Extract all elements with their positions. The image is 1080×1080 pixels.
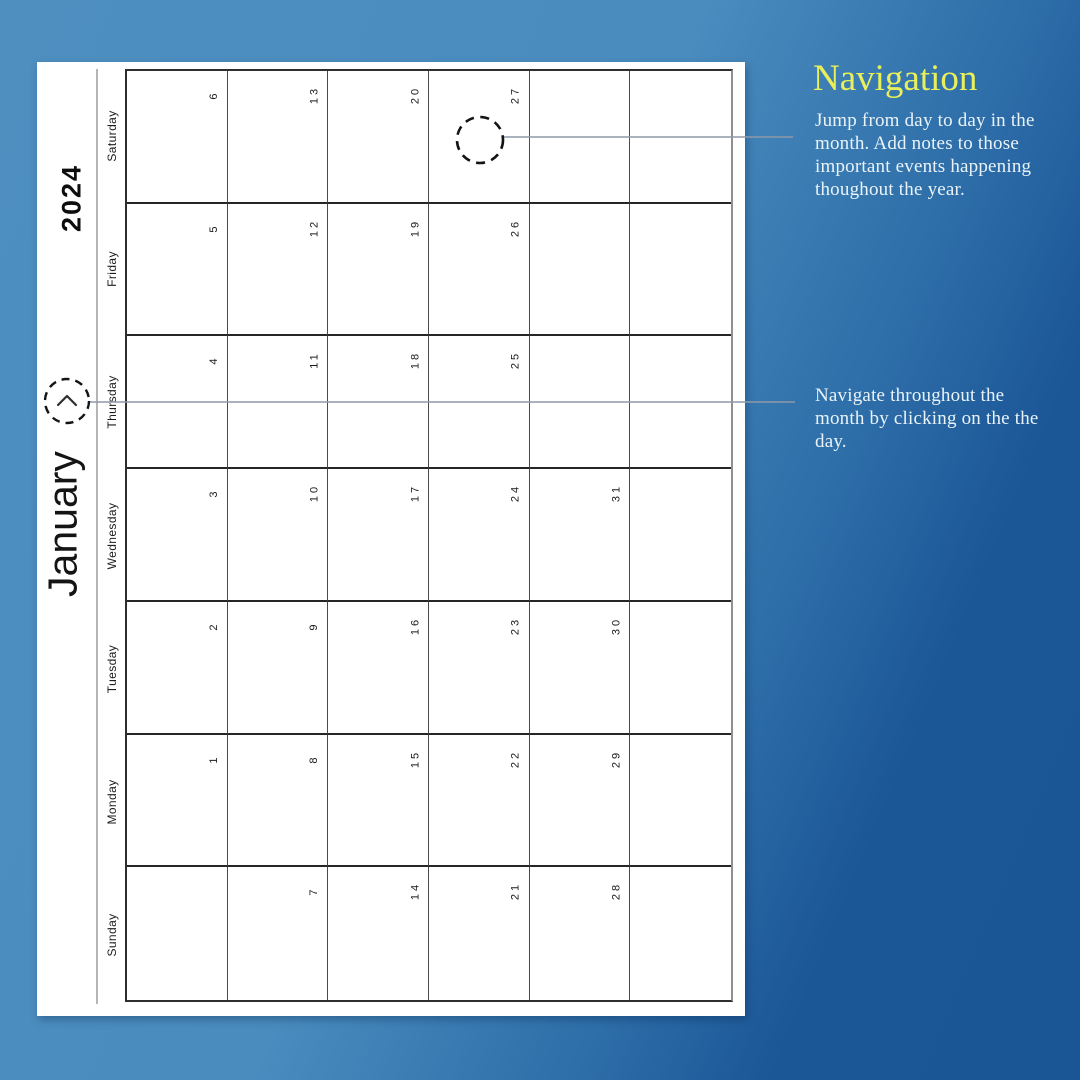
- annotation-note-month-nav: Navigate throughout the month by clicking on the the day.: [815, 385, 1039, 452]
- day-number: 24: [509, 484, 522, 503]
- calendar-cell[interactable]: [328, 735, 429, 868]
- day-number: 6: [207, 90, 220, 100]
- calendar-cell[interactable]: [429, 336, 530, 469]
- calendar-cell[interactable]: [127, 867, 228, 1000]
- calendar-cell[interactable]: [228, 867, 329, 1000]
- day-number: 3: [207, 488, 220, 498]
- calendar-grid: [125, 69, 733, 1002]
- day-number: 4: [207, 355, 220, 365]
- calendar-cell[interactable]: [228, 602, 329, 735]
- day-number: 11: [308, 351, 321, 370]
- day-number: 25: [509, 351, 522, 370]
- day-number: 14: [408, 882, 421, 901]
- day-number: 8: [308, 754, 321, 764]
- day-number: 17: [408, 484, 421, 503]
- day-number: 12: [308, 218, 321, 237]
- calendar-cell[interactable]: [630, 71, 731, 204]
- day-number: 27: [509, 85, 522, 105]
- day-number: 30: [610, 616, 623, 635]
- calendar-cell[interactable]: [328, 336, 429, 469]
- calendar-cell[interactable]: [127, 602, 228, 735]
- calendar-cell[interactable]: [630, 602, 731, 735]
- day-number: 16: [408, 616, 421, 635]
- day-of-week-label: Monday: [105, 779, 119, 825]
- annotation-heading: Navigation: [813, 58, 978, 99]
- day-number: 26: [509, 218, 522, 237]
- calendar-cell[interactable]: [429, 204, 530, 337]
- day-number: 5: [207, 223, 220, 233]
- calendar-cell[interactable]: [328, 602, 429, 735]
- calendar-sheet: [37, 62, 745, 1016]
- day-number: 20: [408, 85, 421, 105]
- day-of-week-label: Friday: [105, 251, 119, 287]
- calendar-cell[interactable]: [530, 735, 631, 868]
- day-of-week-label: Tuesday: [105, 644, 119, 693]
- day-number: 23: [509, 616, 522, 635]
- day-number: 29: [610, 749, 623, 768]
- calendar-cell[interactable]: [530, 867, 631, 1000]
- day-number: 9: [308, 621, 321, 631]
- calendar-cell[interactable]: [328, 867, 429, 1000]
- calendar-cell[interactable]: [530, 71, 631, 204]
- calendar-cell[interactable]: [630, 469, 731, 602]
- calendar-cell[interactable]: [328, 71, 429, 204]
- calendar-cell[interactable]: [228, 204, 329, 337]
- day-number: 13: [308, 85, 321, 105]
- calendar-cell[interactable]: [630, 336, 731, 469]
- calendar-cell[interactable]: [429, 735, 530, 868]
- title-separator-line: [96, 69, 98, 1004]
- annotation-note-day-jump: Jump from day to day in the month. Add notes to those important events happening thoughout the year.: [815, 110, 1035, 200]
- calendar-cell[interactable]: [127, 71, 228, 204]
- calendar-cell[interactable]: [530, 602, 631, 735]
- day-number: 10: [308, 484, 321, 503]
- calendar-cell[interactable]: [429, 71, 530, 204]
- calendar-cell[interactable]: [530, 469, 631, 602]
- calendar-cell[interactable]: [127, 469, 228, 602]
- calendar-cell[interactable]: [429, 469, 530, 602]
- day-number: 1: [207, 754, 220, 764]
- calendar-cell[interactable]: [630, 867, 731, 1000]
- day-of-week-label: Sunday: [105, 913, 119, 957]
- calendar-cell[interactable]: [530, 204, 631, 337]
- calendar-cell[interactable]: [429, 867, 530, 1000]
- calendar-cell[interactable]: [530, 336, 631, 469]
- day-number: 31: [610, 484, 623, 503]
- calendar-year: 2024: [56, 163, 87, 233]
- calendar-cell[interactable]: [228, 71, 329, 204]
- day-number: 28: [610, 882, 623, 901]
- calendar-cell[interactable]: [328, 204, 429, 337]
- day-number: 7: [308, 886, 321, 896]
- day-of-week-label: Saturday: [105, 109, 119, 162]
- calendar-cell[interactable]: [429, 602, 530, 735]
- day-number: 15: [408, 749, 421, 768]
- calendar-cell[interactable]: [228, 735, 329, 868]
- calendar-cell[interactable]: [228, 469, 329, 602]
- calendar-cell[interactable]: [127, 204, 228, 337]
- calendar-cell[interactable]: [328, 469, 429, 602]
- calendar-cell[interactable]: [630, 735, 731, 868]
- calendar-month-title: January: [39, 451, 86, 597]
- day-of-week-label: Wednesday: [105, 502, 119, 569]
- day-of-week-label: Thursday: [105, 375, 119, 429]
- day-number: 18: [408, 351, 421, 370]
- day-number: 21: [509, 882, 522, 901]
- calendar-cell[interactable]: [630, 204, 731, 337]
- day-number: 22: [509, 749, 522, 768]
- calendar-cell[interactable]: [228, 336, 329, 469]
- day-number: 19: [408, 218, 421, 237]
- day-number: 2: [207, 621, 220, 631]
- calendar-cell[interactable]: [127, 336, 228, 469]
- calendar-cell[interactable]: [127, 735, 228, 868]
